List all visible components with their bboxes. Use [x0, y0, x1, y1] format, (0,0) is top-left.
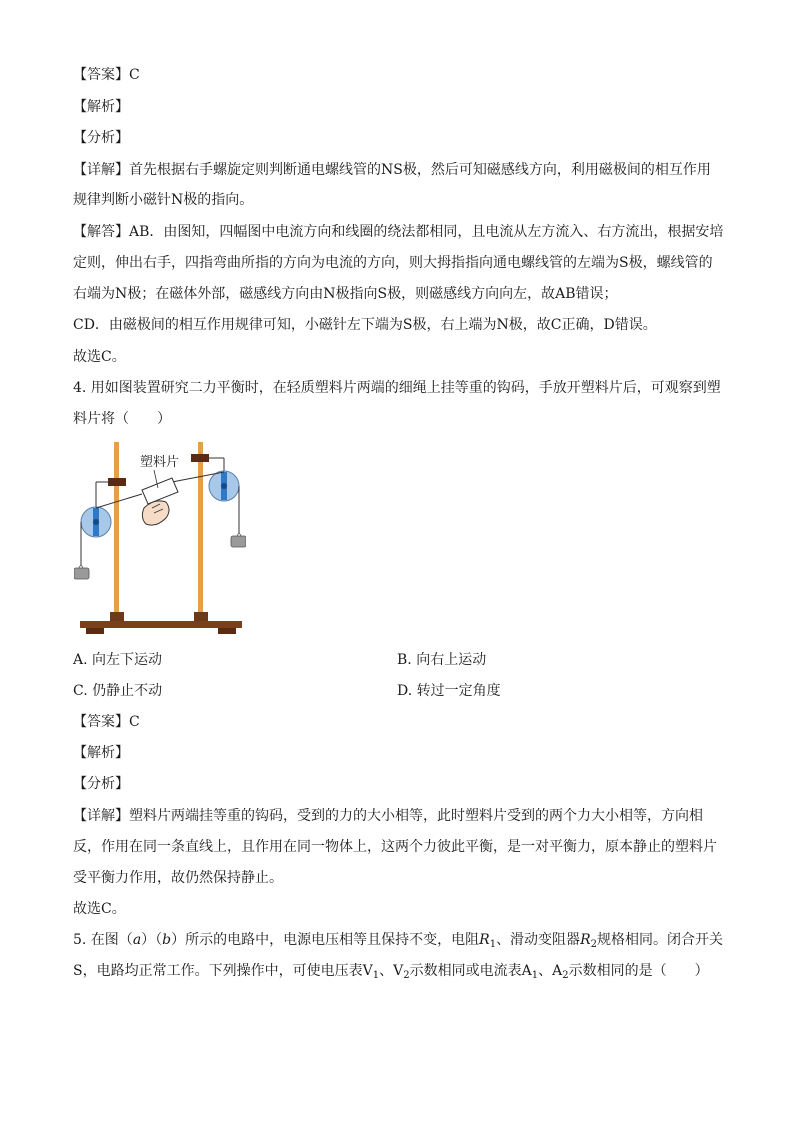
q3-solution-2: 定则，伸出右手，四指弯曲所指的方向为电流的方向，则大拇指指向通电螺线管的左端为S极，螺线管的 — [73, 255, 713, 271]
right-rod-base — [194, 612, 208, 621]
plastic-card — [142, 478, 178, 504]
q4-detail-3: 受平衡力作用，故仍然保持静止。 — [73, 870, 283, 886]
base-foot-right — [218, 628, 236, 634]
q3-detail: 【详解】首先根据右手螺旋定则判断通电螺线管的NS极，然后可知磁感线方向，利用磁极间的相互作用 — [73, 162, 711, 178]
q4-option-c: C. 仍静止不动 — [73, 683, 163, 699]
left-rod — [114, 442, 119, 616]
q4-detail-1: 【详解】塑料片两端挂等重的钩码，受到的力的大小相等，此时塑料片受到的两个力大小相等，方向相 — [73, 808, 703, 824]
q4-detail-2: 反，作用在同一条直线上，且作用在同一物体上，这两个力彼此平衡，是一对平衡力，原本静止的塑料片 — [73, 839, 717, 855]
q3-analysis-title: 【解析】 — [73, 99, 129, 115]
q3-analysis-sub: 【分析】 — [73, 130, 129, 146]
hand — [142, 501, 169, 525]
two-force-balance-diagram — [74, 438, 246, 638]
q5-stem-1: 5. 在图（a）（b）所示的电路中，电源电压相等且保持不变，电阻$R_1$、滑动变阻器$R_2$规格相同。闭合开关 — [73, 932, 723, 950]
q4-answer: 【答案】C — [73, 714, 140, 730]
plastic-card-label: 塑料片 — [140, 455, 180, 470]
q4-analysis-title: 【解析】 — [73, 745, 129, 761]
q4-analysis-sub: 【分析】 — [73, 776, 129, 792]
right-weight — [231, 536, 246, 547]
q4-stem-1: 4. 用如图装置研究二力平衡时，在轻质塑料片两端的细绳上挂等重的钩码，手放开塑料片后，可观察到塑 — [73, 380, 721, 396]
q5-stem-2: S，电路均正常工作。下列操作中，可使电压表$V_1$、$V_2$示数相同或电流表$A_1$、$A_2$示数相同的是（ ） — [73, 963, 709, 981]
q3-choose: 故选C。 — [73, 349, 126, 365]
q3-solution-1: 【解答】AB．由图知，四幅图中电流方向和线圈的绕法都相同，且电流从左方流入、右方流出，根据安培 — [73, 224, 724, 240]
q4-option-b: B. 向右上运动 — [397, 652, 487, 668]
base-foot-left — [86, 628, 104, 634]
q3-solution-3: 右端为N极；在磁体外部，磁感线方向由N极指向S极，则磁感线方向向左，故AB错误； — [73, 286, 618, 302]
q4-choose: 故选C。 — [73, 901, 126, 917]
right-clamp — [191, 454, 209, 462]
q3-answer: 【答案】C — [73, 67, 140, 83]
q4-option-d: D. 转过一定角度 — [397, 683, 501, 699]
right-rod — [198, 442, 203, 616]
q4-option-a: A. 向左下运动 — [73, 652, 163, 668]
left-weight — [74, 568, 89, 579]
q4-stem-2: 料片将（ ） — [73, 411, 171, 427]
base-board — [80, 621, 242, 628]
q3-solution-4: CD．由磁极间的相互作用规律可知，小磁针左下端为S极，右上端为N极，故C正确，D错误。 — [73, 317, 657, 333]
q4-apparatus-figure — [74, 438, 246, 638]
left-rod-base — [110, 612, 124, 621]
q3-detail-2: 规律判断小磁针N极的指向。 — [73, 192, 254, 208]
